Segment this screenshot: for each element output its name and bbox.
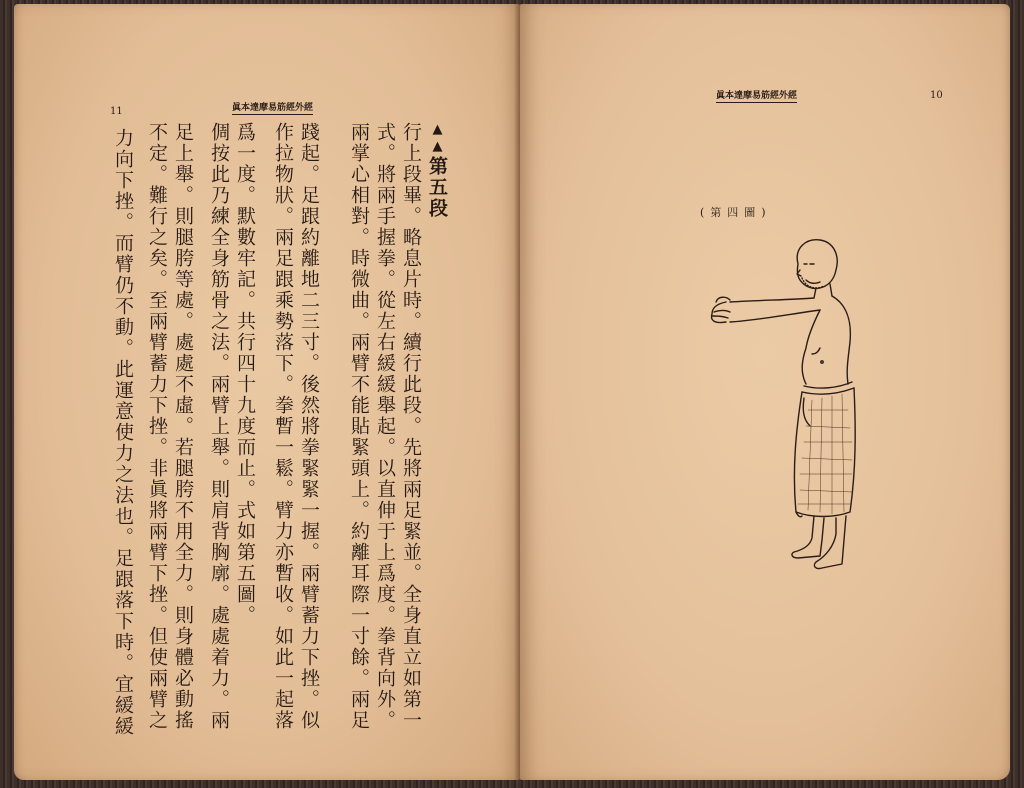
right-page: [520, 4, 1010, 780]
text-column-3: 兩掌心相對。時微曲。兩臂不能貼緊頭上。約離耳際一寸餘。兩足: [348, 122, 370, 731]
figure-chest: [802, 310, 820, 384]
left-header-title: 眞本達摩易筋經外經: [232, 103, 314, 113]
right-header-title: 眞本達摩易筋經外經: [716, 91, 798, 101]
figure-right-leg: [814, 516, 846, 569]
standing-figure-illustration: [670, 230, 870, 580]
left-page: [14, 4, 520, 780]
left-page-number: 11: [110, 106, 123, 117]
text-column-6: 爲一度。默數牢記。共行四十九度而止。式如第五圖。: [234, 122, 256, 626]
text-column-7: 倜按此乃練全身筋骨之法。兩臂上舉。則肩背胸廓。處處着力。兩: [208, 122, 230, 731]
text-column-4: 踐起。足跟約離地二三寸。後然將拳緊緊一握。兩臂蓄力下挫。似: [298, 122, 320, 731]
figure-left-leg: [792, 516, 824, 558]
right-page-header: [716, 88, 797, 101]
right-page-number: 10: [930, 90, 943, 101]
figure-caption: (第四圖): [700, 206, 772, 219]
figure-lower-arm: [730, 310, 820, 322]
figure-back: [832, 296, 850, 384]
text-column-8: 足上舉。則腿胯等處。處處不虛。若腿胯不用全力。則身體必動搖: [172, 122, 194, 731]
section-heading-column: [424, 122, 450, 219]
figure-upper-arm-top: [730, 298, 814, 302]
section-marker: ▲▲: [430, 122, 445, 156]
text-column-10: 力向下挫。而臂仍不動。此運意使力之法也。足跟落下時。宜緩緩: [112, 128, 134, 737]
text-column-5: 作拉物狀。兩足跟乘勢落下。拳暫一鬆。臂力亦暫收。如此一起落: [272, 122, 294, 731]
text-column-9: 不定。難行之矣。至兩臂蓄力下挫。非眞將兩臂下挫。但使兩臂之: [146, 122, 168, 731]
text-column-1: 行上段畢。略息片時。續行此段。先將兩足緊並。全身直立如第一: [400, 122, 422, 731]
open-book: [14, 4, 1010, 780]
text-column-2: 式。將兩手握拳。從左右緩緩舉起。以直伸于上爲度。拳背向外。: [374, 122, 396, 731]
section-title: 第五段: [426, 156, 448, 219]
figure-waistband: [804, 382, 852, 388]
left-page-header: [232, 100, 313, 113]
